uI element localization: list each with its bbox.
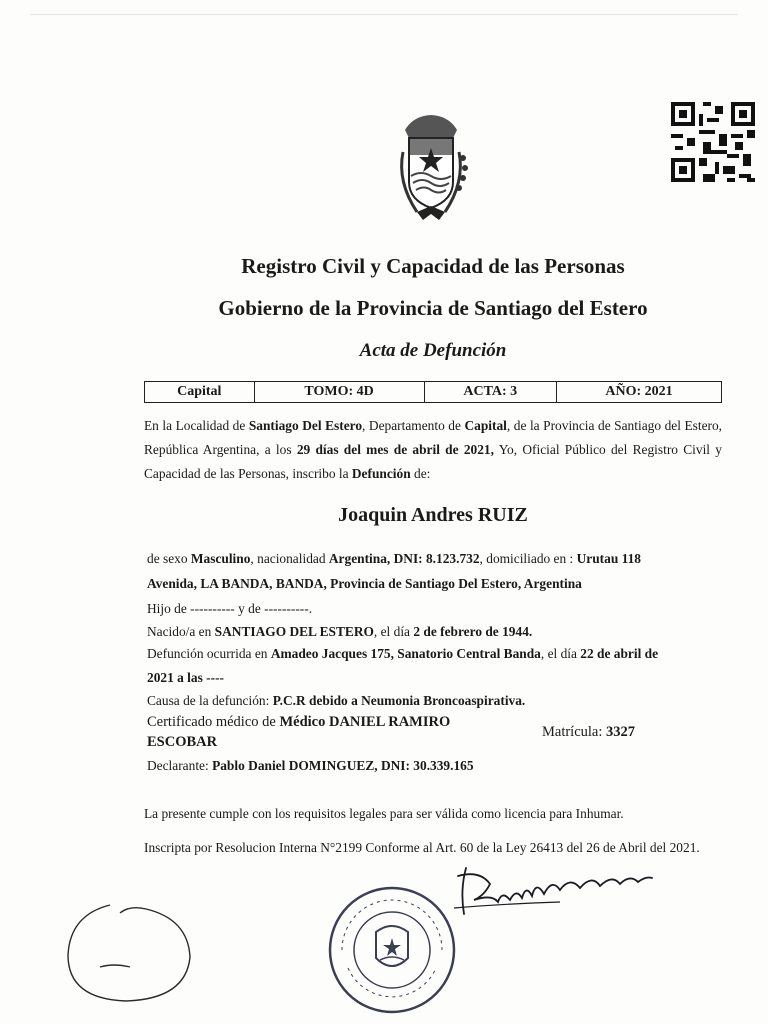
label: , nacionalidad — [250, 551, 329, 566]
intro-paragraph — [144, 414, 722, 486]
parents-line: Hijo de ---------- y de ----------. — [147, 601, 313, 616]
intro-text: Yo, Oficial Público del Registro Civil y Capacidad de las Personas, inscribo la — [144, 442, 722, 481]
coat-of-arms-icon — [383, 112, 479, 226]
label: , el día — [540, 646, 581, 661]
intro-tipo: Defunción — [351, 466, 411, 481]
official-seal — [322, 884, 462, 1016]
intro-text: , de la Provincia de Santiago del Estero, República Argentina, a los — [144, 418, 723, 457]
record-table-row — [145, 382, 722, 403]
address-line — [147, 576, 582, 592]
label: Matrícula: — [542, 724, 607, 740]
cause-value: P.C.R debido a Neumonia Broncoaspirativa. — [272, 693, 526, 708]
record-anio: AÑO: 2021 — [556, 382, 721, 403]
death-year-line — [147, 670, 224, 686]
matricula-value: 3327 — [606, 724, 636, 740]
record-table — [144, 381, 722, 403]
certificate-line — [147, 714, 450, 731]
intro-text: En la Localidad de — [144, 418, 249, 433]
declarant-line — [147, 758, 474, 774]
legal-note: La presente cumple con los requisitos legales para ser válida como licencia para Inhumar. — [144, 806, 624, 821]
birth-place: SANTIAGO DEL ESTERO — [214, 624, 374, 639]
label: Defunción ocurrida en — [147, 646, 271, 661]
label: Declarante: — [147, 758, 213, 773]
deceased-name: Joaquin Andres RUIZ — [338, 504, 528, 526]
declarant-value: Pablo Daniel DOMINGUEZ, DNI: 30.339.165 — [212, 758, 474, 773]
death-time: 2021 a las ---- — [147, 670, 224, 685]
doctor-name: Médico DANIEL RAMIRO — [279, 714, 451, 730]
label: Nacido/a en — [147, 624, 215, 639]
intro-text: , Departamento de — [362, 418, 465, 433]
intro-departamento: Capital — [464, 418, 507, 433]
label: , domiciliado en : — [479, 551, 577, 566]
official-signature — [440, 860, 660, 920]
domicilio-value: Urutau 118 — [576, 551, 641, 566]
intro-fecha: 29 días del mes de abril de 2021, — [296, 442, 494, 457]
death-line — [147, 646, 658, 662]
handwritten-mark — [60, 895, 200, 1010]
qr-code-icon — [671, 102, 755, 182]
document-title: Acta de Defunción — [359, 340, 507, 361]
record-location: Capital — [145, 382, 255, 403]
government-title: Gobierno de la Provincia de Santiago del Estero — [218, 296, 648, 320]
registry-title: Registro Civil y Capacidad de las Personas — [241, 254, 625, 278]
intro-localidad: Santiago Del Estero — [248, 418, 363, 433]
record-tomo: TOMO: 4D — [254, 382, 424, 403]
cause-line — [147, 693, 525, 709]
sex-nationality-line — [147, 551, 641, 567]
nacionalidad-value: Argentina, — [328, 551, 391, 566]
page-edge-line — [30, 14, 738, 15]
domicilio-value: Avenida, LA BANDA, BANDA, Provincia de Santiago Del Estero, Argentina — [147, 576, 582, 591]
matricula-line — [542, 724, 635, 741]
label: , el día — [373, 624, 414, 639]
birth-date: 2 de febrero de 1944. — [413, 624, 533, 639]
death-date: 22 de abril de — [580, 646, 659, 661]
inscription-note: Inscripta por Resolucion Interna N°2199 Conforme al Art. 60 de la Ley 26413 del 26 de Abril del 2021. — [144, 840, 700, 855]
label: Causa de la defunción: — [147, 693, 273, 708]
certificate-line-2 — [147, 734, 217, 751]
doctor-surname: ESCOBAR — [147, 734, 218, 750]
intro-text: de: — [410, 466, 431, 481]
dni-value: DNI: 8.123.732 — [390, 551, 480, 566]
birth-line — [147, 624, 532, 640]
record-acta: ACTA: 3 — [424, 382, 556, 403]
label: Certificado médico de — [147, 714, 280, 730]
sexo-value: Masculino — [190, 551, 251, 566]
death-place: Amadeo Jacques 175, Sanatorio Central Banda — [270, 646, 541, 661]
label: de sexo — [147, 551, 191, 566]
